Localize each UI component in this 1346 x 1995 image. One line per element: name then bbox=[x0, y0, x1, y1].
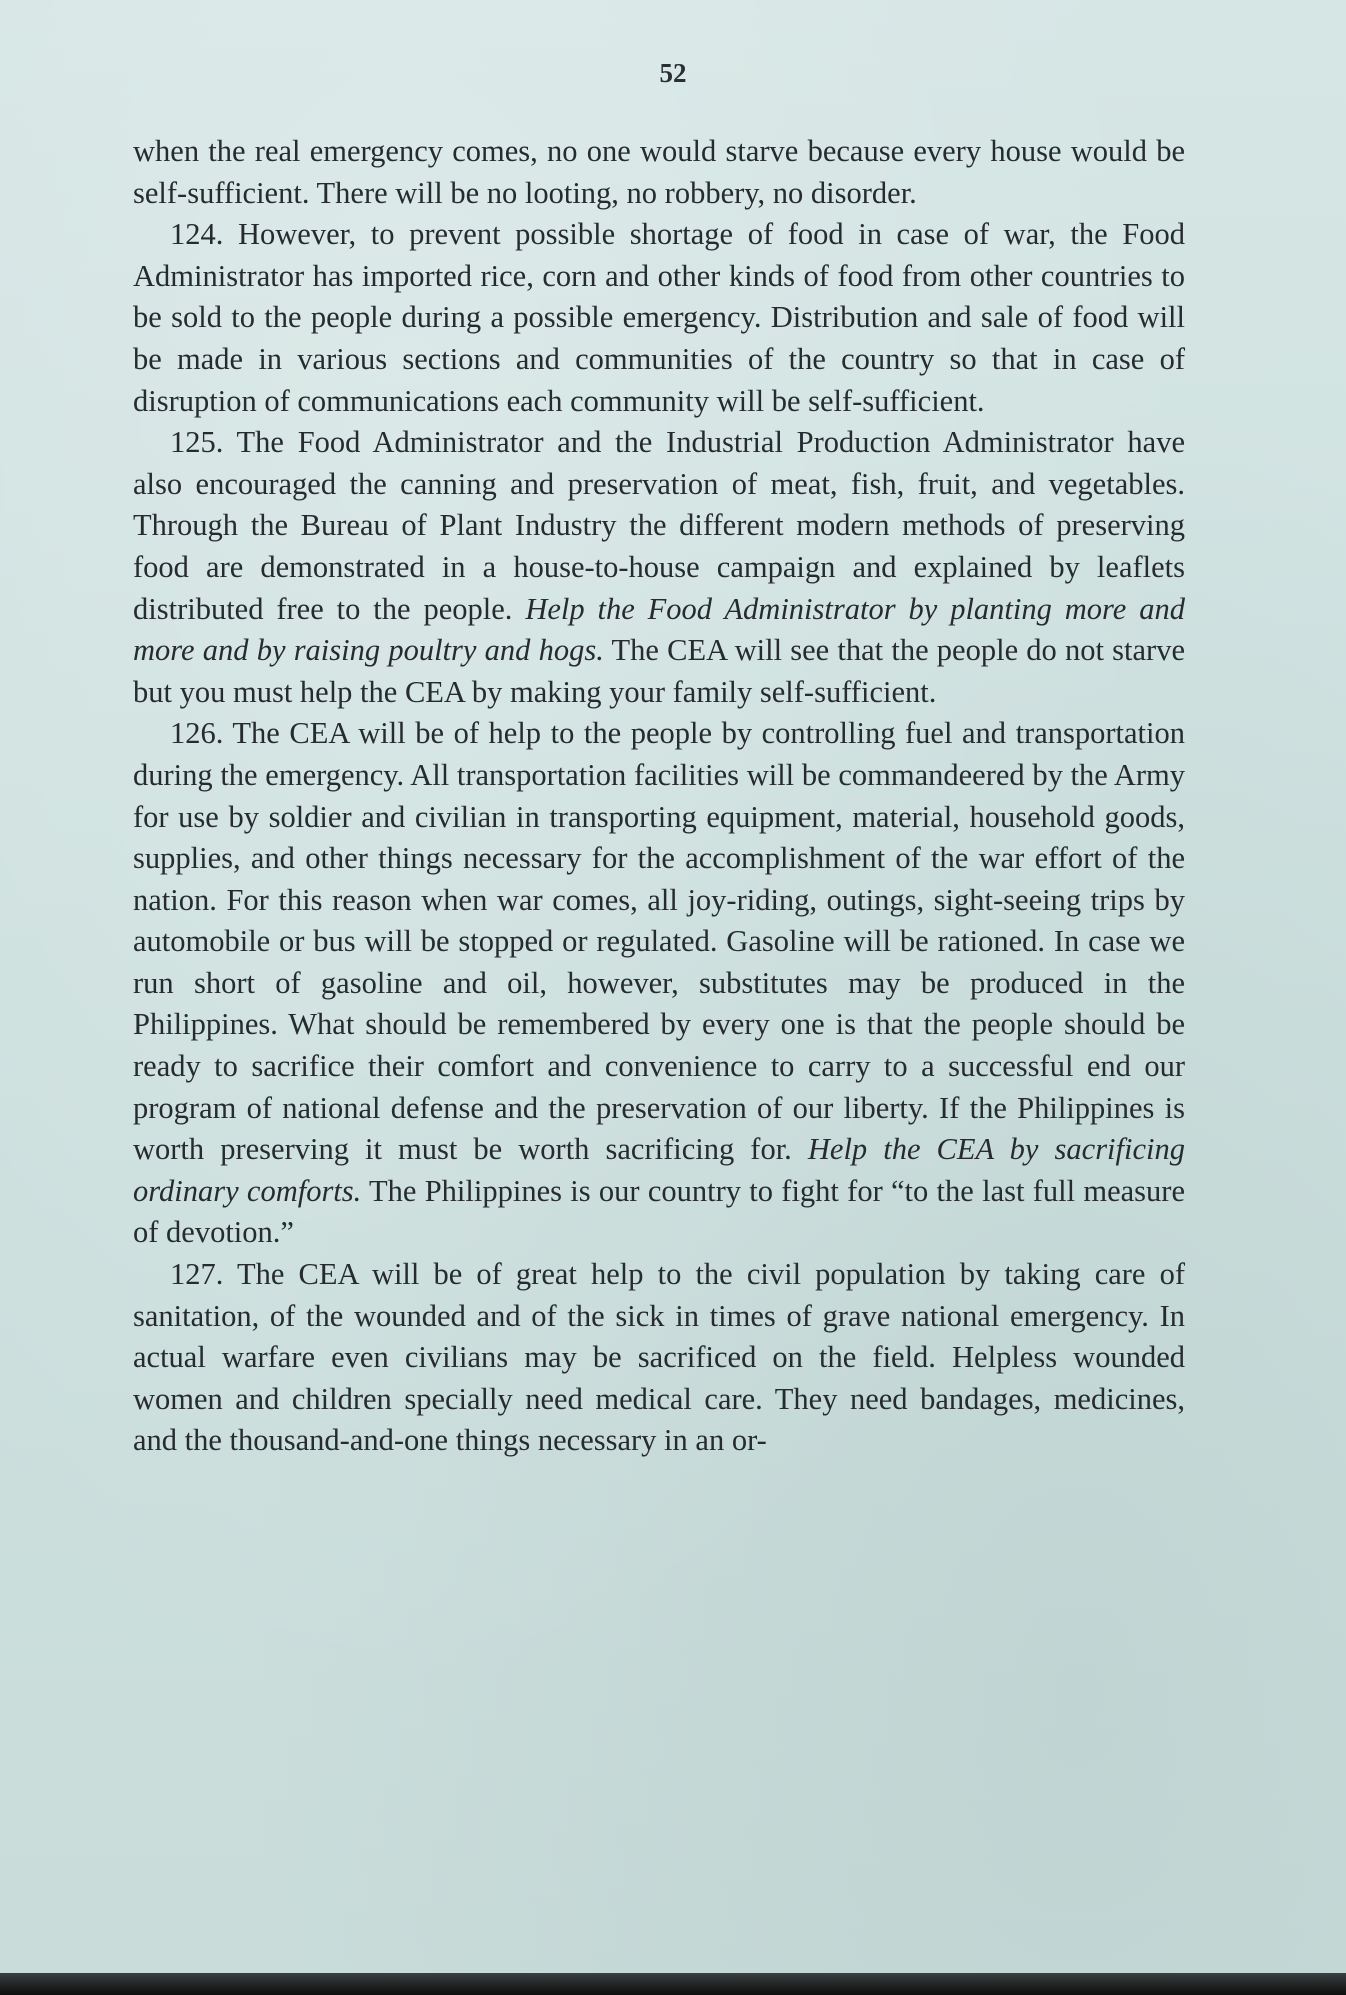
paragraph-text: 127. The CEA will be of great help to the civil population by taking care of sanitation, of the wounded and of the sick in times of grave national emergency. In actual warfare even civilians may be sacrificed on the field. Helpless wounded women and children specially need medical care. They need bandages, medicines, and the thousand-and-one things necessary in an or- bbox=[133, 1257, 1185, 1458]
emphasis-text: Help the CEA by sacrificing ordinary comforts. bbox=[133, 1132, 1185, 1208]
paragraph-text: The Philippines is our country to fight for “to the last full measure of devotion.” bbox=[133, 1173, 1185, 1250]
paragraph-text: 126. The CEA will be of help to the people by controlling fuel and transportation during the emergency. All transportation facilities will be commandeered by the Army for use by soldier and civilian in transporting equipment, material, household goods, supplies, and other things necessary for the accomplishment of the war effort of the nation. For this reason when war comes, all joy-riding, outings, sight-seeing trips by automobile or bus will be stopped or regulated. Gasoline will be rationed. In case we run short of gasoline and oil, however, substitutes may be produced in the Philippines. What should be remembered by every one is that the people should be ready to sacrifice their comfort and convenience to carry to a successful end our program of national defense and the preservation of our liberty. If the Philippines is worth preserving it must be worth sacrificing for. bbox=[133, 716, 1185, 1167]
paragraph-126 bbox=[133, 713, 1185, 1254]
paragraph-text: 125. The Food Administrator and the Industrial Production Administrator have also encouraged the canning and preservation of meat, fish, fruit, and vegetables. Through the Bureau of Plant Industry the different modern methods of preserving food are demonstrated in a house-to-house campaign and explained by leaflets distributed free to the people. bbox=[133, 425, 1185, 626]
paragraph-text: when the real emergency comes, no one would starve because every house would be self-sufficient. There will be no looting, no robbery, no disorder. bbox=[133, 134, 1185, 210]
emphasis-text: Help the Food Administrator by planting more and more and by raising poultry and hogs. bbox=[133, 591, 1185, 668]
body-text bbox=[133, 131, 1185, 1462]
page-bottom-edge bbox=[0, 1973, 1346, 1995]
paragraph-125 bbox=[133, 422, 1185, 713]
paragraph-124 bbox=[133, 214, 1185, 422]
paragraph-text: 124. However, to prevent possible shortage of food in case of war, the Food Administrator has imported rice, corn and other kinds of food from other countries to be sold to the people during a possible emergency. Distribution and sale of food will be made in various sections and communities of the country so that in case of disruption of communications each community will be self-sufficient. bbox=[133, 217, 1185, 418]
page-number: 52 bbox=[659, 58, 687, 88]
paragraph-text: The CEA will see that the people do not starve but you must help the CEA by making your family self-sufficient. bbox=[133, 633, 1185, 709]
paragraph-127 bbox=[133, 1254, 1185, 1462]
paragraph-continuation bbox=[133, 131, 1185, 214]
